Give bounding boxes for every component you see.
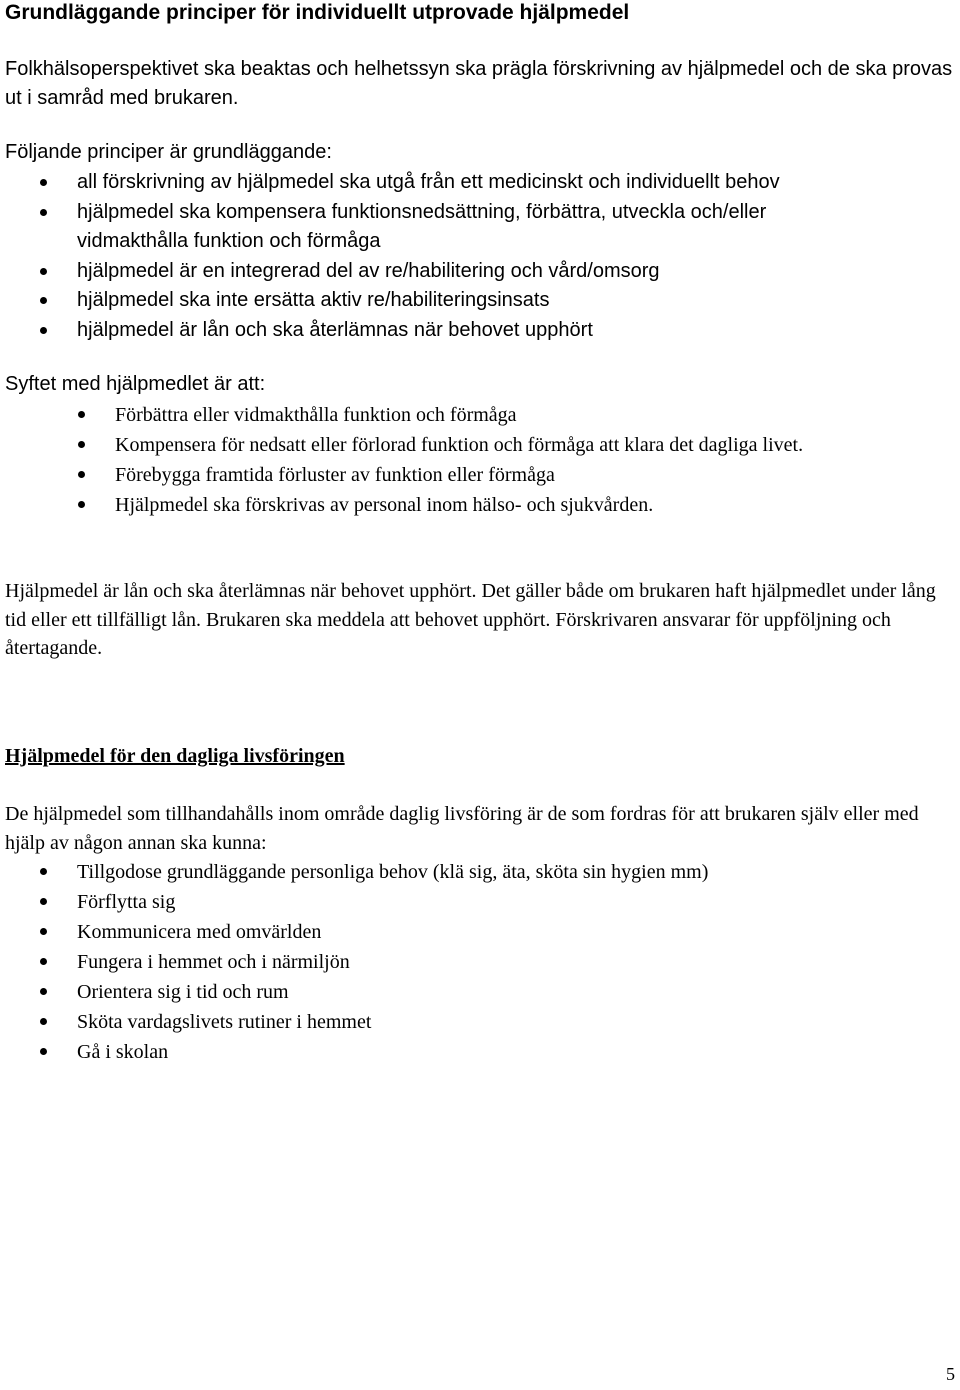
bullet-icon: [40, 209, 47, 216]
section-heading: Hjälpmedel för den dagliga livsföringen: [5, 745, 345, 767]
bullet-icon: [40, 868, 47, 875]
principles-lead: Följande principer är grundläggande:: [5, 141, 332, 163]
loan-paragraph: Hjälpmedel är lån och ska återlämnas när behovet upphört. Det gäller både om brukaren haft hjälpmedlet under lång tid eller ett tillfälligt lån. Brukaren ska meddela att behovet upphört. Förskrivaren ansvarar för uppföljning och återtagande.: [5, 580, 936, 659]
list-item: hjälpmedel är en integrerad del av re/habilitering och vård/omsorg: [0, 257, 960, 287]
list-item: Hjälpmedel ska förskrivas av personal inom hälso- och sjukvården.: [0, 490, 960, 520]
list-item-continuation: vidmakthålla funktion och förmåga: [77, 230, 381, 252]
list-item: all förskrivning av hjälpmedel ska utgå från ett medicinskt och individuellt behov: [0, 168, 960, 198]
bullet-icon: [40, 179, 47, 186]
bullet-icon: [40, 1048, 47, 1055]
list-item: hjälpmedel är lån och ska återlämnas när behovet upphört: [0, 316, 960, 346]
list-item: Orientera sig i tid och rum: [0, 977, 960, 1007]
purpose-list: [0, 400, 960, 520]
page-heading: Grundläggande principer för individuellt utprovade hjälpmedel: [5, 1, 630, 24]
list-item: Gå i skolan: [0, 1037, 960, 1067]
list-item: Förflytta sig: [0, 887, 960, 917]
list-item: Förbättra eller vidmakthålla funktion och förmåga: [0, 400, 960, 430]
list-item: Sköta vardagslivets rutiner i hemmet: [0, 1007, 960, 1037]
list-item: Tillgodose grundläggande personliga behov (klä sig, äta, sköta sin hygien mm): [0, 857, 960, 887]
purpose-lead: Syftet med hjälpmedlet är att:: [5, 373, 266, 395]
bullet-icon: [40, 268, 47, 275]
bullet-icon: [40, 928, 47, 935]
daily-list: [0, 857, 960, 1067]
list-item: Fungera i hemmet och i närmiljön: [0, 947, 960, 977]
bullet-icon: [78, 471, 85, 478]
list-item: Kommunicera med omvärlden: [0, 917, 960, 947]
list-item: hjälpmedel ska inte ersätta aktiv re/habiliteringsinsats: [0, 286, 960, 316]
list-item: Förebygga framtida förluster av funktion eller förmåga: [0, 460, 960, 490]
intro-paragraph: Folkhälsoperspektivet ska beaktas och helhetssyn ska prägla förskrivning av hjälpmedel och de ska provas ut i samråd med brukaren.: [5, 58, 953, 109]
daily-intro-paragraph: De hjälpmedel som tillhandahålls inom område daglig livsföring är de som fordras för att brukaren själv eller med hjälp av någon annan ska kunna:: [5, 803, 919, 854]
principles-list: [0, 168, 960, 345]
bullet-icon: [40, 327, 47, 334]
list-item: hjälpmedel ska kompensera funktionsnedsättning, förbättra, utveckla och/eller vidmakthålla funktion och förmåga: [0, 198, 960, 257]
bullet-icon: [78, 501, 85, 508]
bullet-icon: [40, 988, 47, 995]
bullet-icon: [40, 958, 47, 965]
bullet-icon: [78, 411, 85, 418]
bullet-icon: [40, 898, 47, 905]
bullet-icon: [40, 1018, 47, 1025]
list-item: Kompensera för nedsatt eller förlorad funktion och förmåga att klara det dagliga livet.: [0, 430, 960, 460]
bullet-icon: [78, 441, 85, 448]
bullet-icon: [40, 297, 47, 304]
page-number: 5: [946, 1364, 955, 1384]
